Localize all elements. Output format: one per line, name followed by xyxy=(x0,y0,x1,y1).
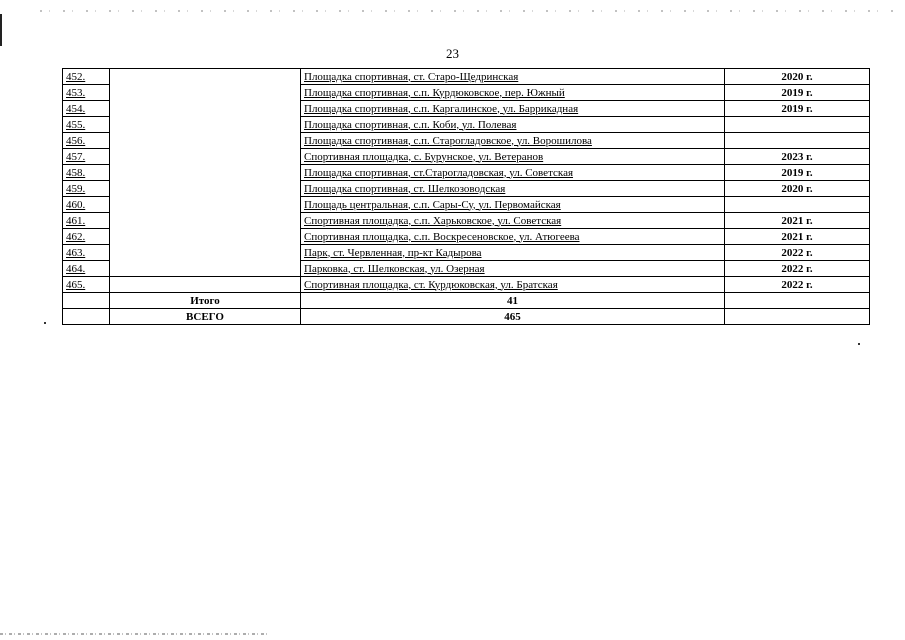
object-year: 2020 г. xyxy=(725,181,870,197)
object-year: 2020 г. xyxy=(725,69,870,85)
scan-noise-bottom xyxy=(0,633,270,635)
object-year xyxy=(725,133,870,149)
row-number: 459. xyxy=(63,181,110,197)
scan-edge-mark xyxy=(0,14,2,46)
row-number: 454. xyxy=(63,101,110,117)
row-number: 453. xyxy=(63,85,110,101)
subtotal-label: Итого xyxy=(110,293,301,309)
empty-cell xyxy=(725,309,870,325)
object-name: Площадка спортивная, с.п. Каргалинское, ул. Баррикадная xyxy=(301,101,725,117)
scan-noise-top xyxy=(40,10,900,12)
table-row xyxy=(63,277,870,293)
table-body xyxy=(63,69,870,325)
row-number: 464. xyxy=(63,261,110,277)
object-year: 2019 г. xyxy=(725,85,870,101)
scan-speck xyxy=(858,343,860,345)
object-year: 2019 г. xyxy=(725,101,870,117)
grand-total-label: ВСЕГО xyxy=(110,309,301,325)
object-year: 2022 г. xyxy=(725,277,870,293)
row-number: 462. xyxy=(63,229,110,245)
row-number: 458. xyxy=(63,165,110,181)
row-number: 461. xyxy=(63,213,110,229)
subtotal-value: 41 xyxy=(301,293,725,309)
row-number: 457. xyxy=(63,149,110,165)
page-number: 23 xyxy=(446,46,459,61)
object-year: 2023 г. xyxy=(725,149,870,165)
object-year: 2021 г. xyxy=(725,213,870,229)
object-year: 2019 г. xyxy=(725,165,870,181)
group-cell xyxy=(110,277,301,293)
object-name: Спортивная площадка, с. Бурунское, ул. Ветеранов xyxy=(301,149,725,165)
row-number: 456. xyxy=(63,133,110,149)
object-name: Площадка спортивная, с.п. Старогладовское, ул. Ворошилова xyxy=(301,133,725,149)
group-cell xyxy=(110,69,301,277)
object-year: 2021 г. xyxy=(725,229,870,245)
object-name: Парковка, ст. Шелковская, ул. Озерная xyxy=(301,261,725,277)
row-number: 465. xyxy=(63,277,110,293)
row-number: 455. xyxy=(63,117,110,133)
object-name: Парк, ст. Червленная, пр-кт Кадырова xyxy=(301,245,725,261)
empty-cell xyxy=(63,293,110,309)
row-number: 460. xyxy=(63,197,110,213)
row-number: 463. xyxy=(63,245,110,261)
scan-speck xyxy=(44,322,46,324)
object-name: Спортивная площадка, с.п. Воскресеновское, ул. Атюгеева xyxy=(301,229,725,245)
objects-table xyxy=(62,68,870,325)
object-name: Площадка спортивная, ст. Старо-Щедринская xyxy=(301,69,725,85)
subtotal-row xyxy=(63,293,870,309)
grand-total-row xyxy=(63,309,870,325)
object-name: Площадка спортивная, ст. Шелкозоводская xyxy=(301,181,725,197)
object-name: Спортивная площадка, с.п. Харьковское, ул. Советская xyxy=(301,213,725,229)
object-name: Площадка спортивная, ст.Старогладовская, ул. Советская xyxy=(301,165,725,181)
grand-total-value: 465 xyxy=(301,309,725,325)
object-name: Спортивная площадка, ст. Курдюковская, ул. Братская xyxy=(301,277,725,293)
table-row xyxy=(63,69,870,85)
object-year xyxy=(725,197,870,213)
object-year: 2022 г. xyxy=(725,261,870,277)
row-number: 452. xyxy=(63,69,110,85)
object-name: Площадка спортивная, с.п. Коби, ул. Полевая xyxy=(301,117,725,133)
empty-cell xyxy=(725,293,870,309)
empty-cell xyxy=(63,309,110,325)
object-year xyxy=(725,117,870,133)
object-name: Площадка спортивная, с.п. Курдюковское, пер. Южный xyxy=(301,85,725,101)
object-name: Площадь центральная, с.п. Сары-Су, ул. Первомайская xyxy=(301,197,725,213)
object-year: 2022 г. xyxy=(725,245,870,261)
